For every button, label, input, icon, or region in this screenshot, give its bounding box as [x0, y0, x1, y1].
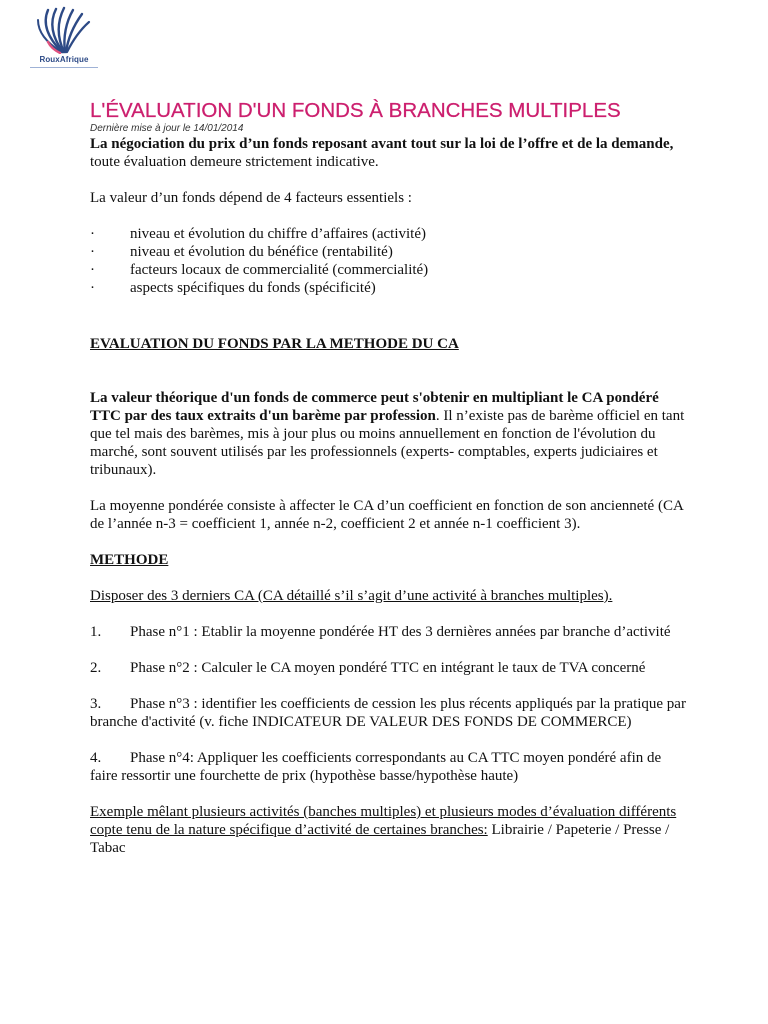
ca-paragraph — [90, 389, 690, 479]
factor-item-text: aspects spécifiques du fonds (spécificité) — [130, 280, 376, 296]
page-title: L'ÉVALUATION D'UN FONDS À BRANCHES MULTIPLES — [90, 99, 621, 122]
logo-underline — [30, 67, 98, 68]
bullet-icon: · — [90, 226, 95, 242]
logo-wordmark: RouxAfrique — [39, 55, 89, 64]
method-step — [90, 695, 690, 731]
step-text: Phase n°1 : Etablir la moyenne pondérée HT des 3 dernières années par branche d’activité — [130, 624, 671, 640]
factor-item-text: facteurs locaux de commercialité (commercialité) — [130, 262, 429, 278]
example-underlined: Exemple mêlant plusieurs activités (banches multiples) et plusieurs modes d’évaluation différents copte tenu de la nature spécifique d’activité de certaines branches: — [90, 804, 677, 838]
weighted-average-paragraph: La moyenne pondérée consiste à affecter le CA d’un coefficient en fonction de son ancienneté (CA de l’année n-3 = coefficient 1, année n-2, coefficient 2 et année n-1 coefficient 3). — [90, 498, 683, 532]
method-step — [90, 623, 690, 641]
fan-logo-icon — [34, 6, 94, 54]
bullet-icon: · — [90, 244, 95, 260]
step-number: 2. — [90, 660, 102, 676]
last-updated: Dernière mise à jour le 14/01/2014 — [90, 123, 244, 134]
method-intro: Disposer des 3 derniers CA (CA détaillé s’il s’agit d’une activité à branches multiples). — [90, 588, 613, 604]
method-step — [90, 749, 690, 785]
step-text: Phase n°3 : identifier les coefficients de cession les plus récents appliqués par la pratique par branche d'activité (v. fiche INDICATEUR DE VALEUR DES FONDS DE COMMERCE) — [90, 696, 686, 730]
step-text: Phase n°2 : Calculer le CA moyen pondéré TTC en intégrant le taux de TVA concerné — [130, 660, 646, 676]
step-number: 1. — [90, 624, 102, 640]
bullet-icon: · — [90, 280, 95, 296]
factor-item-text: niveau et évolution du bénéfice (rentabilité) — [130, 244, 393, 260]
example-rest: Librairie / Papeterie / Presse / Tabac — [90, 822, 670, 856]
intro-paragraph — [90, 135, 690, 171]
factors-lead: La valeur d’un fonds dépend de 4 facteurs essentiels : — [90, 190, 412, 206]
bullet-icon: · — [90, 262, 95, 278]
factor-item — [90, 243, 690, 261]
ca-paragraph-bold: La valeur théorique d'un fonds de commerce peut s'obtenir en multipliant le CA pondéré TTC par des taux extraits d'un barème par profession — [90, 390, 659, 424]
document-body — [90, 99, 690, 857]
step-text: Phase n°4: Appliquer les coefficients correspondants au CA TTC moyen pondéré afin de faire ressortir une fourchette de prix (hypothèse basse/hypothèse haute) — [90, 750, 662, 784]
intro-rest: toute évaluation demeure strictement indicative. — [90, 154, 379, 170]
example-paragraph — [90, 803, 690, 857]
method-heading: METHODE — [90, 552, 169, 568]
factor-item-text: niveau et évolution du chiffre d’affaires (activité) — [130, 226, 426, 242]
ca-paragraph-rest: . Il n’existe pas de barème officiel en tant que tel mais des barèmes, mis à jour plus ou moins annuellement en fonction de l'évolution du marché, sont souvent utilisés par les professionnels (experts- comptables, experts judiciaires et tribunaux). — [90, 408, 685, 478]
section-heading-ca: EVALUATION DU FONDS PAR LA METHODE DU CA — [90, 336, 459, 352]
factor-item — [90, 279, 690, 297]
step-number: 3. — [90, 696, 102, 712]
step-number: 4. — [90, 750, 102, 766]
intro-bold: La négociation du prix d’un fonds reposant avant tout sur la loi de l’offre et de la demande, — [90, 136, 674, 152]
method-step — [90, 659, 690, 677]
factor-item — [90, 225, 690, 243]
roux-afrique-logo — [26, 6, 102, 72]
factor-item — [90, 261, 690, 279]
